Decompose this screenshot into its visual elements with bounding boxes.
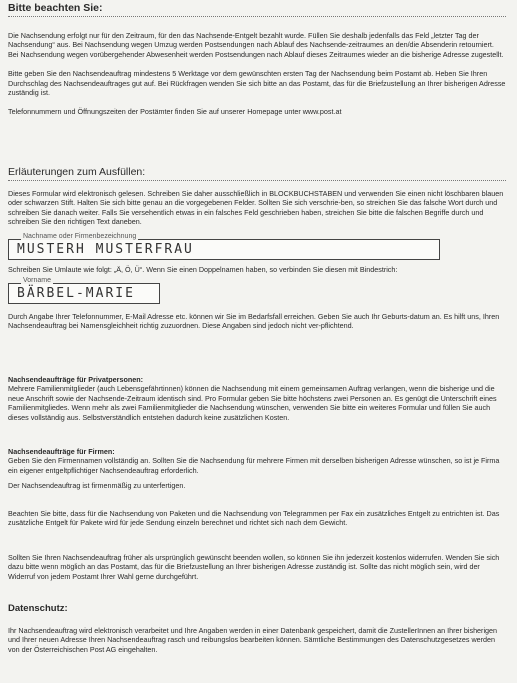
example-lastname-box: [8, 232, 440, 260]
private-section: [8, 375, 506, 422]
notice-section: [8, 2, 506, 117]
company-text: Geben Sie den Firmennamen vollständig an. Sollten Sie die Nachsendung für mehrere Firmen mit derselben bisherigen Adresse wünschen, so ist je Firma ein eigener entgeltpflichtiger Nachsendeauftrag erforderlich.: [8, 456, 500, 475]
company-heading: Nachsendeaufträge für Firmen:: [8, 447, 115, 456]
revoke-section: [8, 553, 506, 581]
privacy-section: [8, 603, 506, 654]
privacy-heading: Datenschutz:: [8, 603, 68, 614]
company-signature-note: Der Nachsendeauftrag ist firmenmäßig zu unterfertigen.: [8, 481, 186, 491]
intro-paragraph-2: Bitte geben Sie den Nachsendeauftrag mindestens 5 Werktage vor dem gewünschten ersten Tag der Nachsendung beim Postamt ab. Heben Sie Ihren Durchschlag des Nachsendeauftrages gut auf. Bei Rückfragen wenden Sie sich bitte an das Postamt, das für die Briefzustellung an Ihrer bisherigen Adresse zuständig ist.: [8, 69, 506, 98]
parcels-text: Beachten Sie bitte, dass für die Nachsendung von Paketen und die Nachsendung von Telegrammen per Fax ein zusätzliches Entgelt zu entrichten ist. Das zusätzliche Entgelt für Pakete wird für jede Sendung einzeln berechnet und richtet sich nach dem Gewicht.: [8, 509, 500, 528]
explain-section: [8, 166, 506, 331]
example-firstname-label: Vorname: [23, 277, 52, 285]
example-lastname-value: MUSTERH MUSTERFRAU: [17, 241, 194, 257]
example-firstname-box: [8, 277, 160, 304]
private-text: Mehrere Familienmitglieder (auch Lebensgefährtinnen) können die Nachsendung mit einem gemeinsamen Auftrag verlangen, wenn die bisherige und die neue Anschrift sowie der Nachsende-Zeitraum identisch sind. Pro Formular geben Sie bitte höchstens zwei Personen an. Es genügt die Unterschrift eines Familienmitgliedes. Wenn mehr als zwei Familienmitglieder die Nachsendung wünschen, verwenden Sie bitte ein weiteres Formular und füllen Sie auch dieses vollständig aus. Selbstverständlich entstehen dadurch keine zusätzlichen Kosten.: [8, 384, 497, 422]
intro-paragraph-3: Telefonnummern und Öffnungszeiten der Postämter finden Sie auf unserer Homepage unter www.post.at: [8, 107, 342, 117]
explain-heading: Erläuterungen zum Ausfüllen:: [8, 166, 146, 178]
divider: [8, 16, 506, 17]
parcels-section: [8, 509, 506, 528]
example-firstname-value: BÄRBEL-MARIE: [17, 286, 135, 302]
company-section: [8, 447, 506, 491]
contact-text: Durch Angabe Ihrer Telefonnummer, E-Mail Adresse etc. können wir Sie im Bedarfsfall erreichen. Geben Sie auch Ihr Geburts-datum an. Es hilft uns, Ihren Nachsendeauftrag bei Namensgleichheit richtig zuzuordnen. Diese Angaben sind jedoch nicht ver-pflichtend.: [8, 312, 500, 331]
privacy-text: Ihr Nachsendeauftrag wird elektronisch verarbeitet und Ihre Angaben werden in einer Datenbank gespeichert, damit die ZustellerInnen an Ihrer bisherigen und Ihrer neuen Adresse Ihren Nachsendeauftrag rasch und reibungslos bearbeiten können. Sämtliche Bestimmungen des Datenschutzgesetzes werden von der Österreichischen Post AG eingehalten.: [8, 626, 498, 654]
umlaut-text: Schreiben Sie Umlaute wie folgt: „Ä, Ö, Ü“. Wenn Sie einen Doppelnamen haben, so verbinden Sie diesen mit Bindestrich:: [8, 264, 398, 274]
private-heading: Nachsendeaufträge für Privatpersonen:: [8, 375, 144, 384]
revoke-text: Sollten Sie Ihren Nachsendeauftrag früher als ursprünglich gewünscht beenden wollen, so können Sie ihn jederzeit kostenlos widerrufen. Wenden Sie sich dazu bitte wenn möglich an das Postamt, das für die Briefzustellung an Ihrer bisherigen Adresse zuständig ist. Sollte das nicht möglich sein, wird der Widerruf von jedem Postamt Ihrer Wahl gerne durchgeführt.: [8, 553, 500, 581]
explain-text: Dieses Formular wird elektronisch gelesen. Schreiben Sie daher ausschließlich in BLOCKBUCHSTABEN und verwenden Sie einen nicht löschbaren blauen oder schwarzen Stift. Halten Sie sich bitte genau an die vorgegebenen Felder. Sollten Sie sich verschrie-ben, so streichen Sie das falsche Wort durch und schreiben Sie danach weiter. Falls Sie versehentlich etwas in ein falsches Feld geschrieben haben, streichen Sie bitte die falschen Begriffe durch und schreiben Sie den richtigen Text daneben.: [8, 189, 504, 227]
page-title: Bitte beachten Sie:: [8, 2, 103, 14]
divider: [8, 180, 506, 181]
intro-paragraph-1: Die Nachsendung erfolgt nur für den Zeitraum, für den das Nachsende-Entgelt bezahlt wurde. Füllen Sie deshalb jedenfalls das Feld „letzter Tag der Nachsendung“ aus. Bei Nachsendung wegen Umzug werden Postsendungen nach Ablauf des Nachsende-zeitraumes an den/die Absenderin retourniert. Bei Nachsendung wegen vorübergehender Abwesenheit werden Postsendungen nach Ablauf dieses Zeitraumes wieder an die bisherige Adresse zugestellt.: [8, 31, 504, 59]
example-lastname-label: Nachname oder Firmenbezeichnung: [23, 232, 137, 240]
